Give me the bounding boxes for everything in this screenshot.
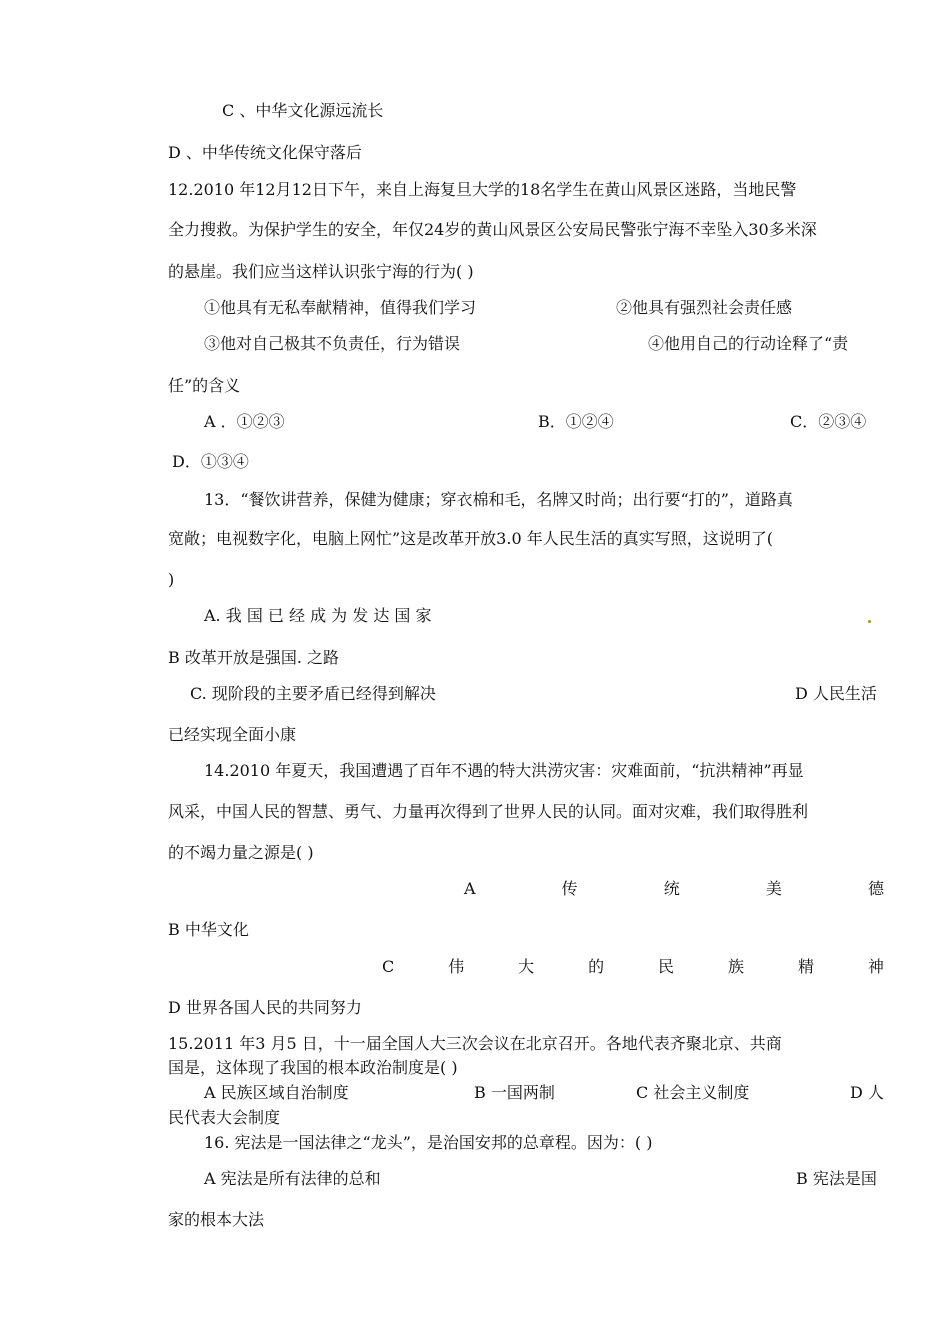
question-15-line-1: 15.2011 年3 月5 日，十一届全国人大三次会议在北京召开。各地代表齐聚北京、共商 bbox=[168, 1034, 782, 1053]
statement-3: ③他对自己极其不负责任，行为错误 bbox=[204, 334, 461, 353]
answer-15-d: D 人 bbox=[850, 1083, 884, 1102]
answer-13-b: B 改革开放是强国. 之路 bbox=[168, 648, 340, 667]
statement-1: ①他具有无私奉献精神，值得我们学习 bbox=[204, 298, 477, 317]
question-15-line-2: 国是，这体现了我国的根本政治制度是( ) bbox=[168, 1058, 458, 1077]
answer-13-c: C. 现阶段的主要矛盾已经得到解决 bbox=[190, 684, 436, 703]
stray-mark bbox=[868, 620, 871, 623]
question-16-line-1: 16. 宪法是一国法律之“龙头”，是治国安邦的总章程。因为：( ) bbox=[204, 1133, 653, 1152]
question-13-line-3: ) bbox=[168, 570, 175, 589]
answer-12-d: D．①③④ bbox=[172, 452, 249, 471]
answer-13-d-cont: 已经实现全面小康 bbox=[168, 725, 297, 744]
question-12-line-1: 12.2010 年12月12日下午，来自上海复旦大学的18名学生在黄山风景区迷路，当地民警 bbox=[168, 180, 797, 199]
answer-13-d: D 人民生活 bbox=[795, 684, 877, 703]
question-12-line-2: 全力搜救。为保护学生的安全，年仅24岁的黄山风景区公安局民警张宁海不幸坠入30多米深 bbox=[168, 220, 817, 239]
answer-15-b: B 一国两制 bbox=[474, 1083, 555, 1102]
question-13-line-2: 宽敞；电视数字化，电脑上网忙”这是改革开放3.0 年人民生活的真实写照，这说明了( bbox=[168, 529, 773, 548]
statement-4-cont: 任”的含义 bbox=[168, 376, 241, 395]
answer-16-b: B 宪法是国 bbox=[796, 1169, 877, 1188]
answer-14-d: D 世界各国人民的共同努力 bbox=[168, 998, 362, 1017]
answer-14-c: C 伟 大 的 民 族 精 神 bbox=[382, 957, 884, 976]
answer-15-d-cont: 民代表大会制度 bbox=[168, 1108, 281, 1127]
answer-16-a: A 宪法是所有法律的总和 bbox=[204, 1169, 381, 1188]
question-14-line-1: 14.2010 年夏天，我国遭遇了百年不遇的特大洪涝灾害：灾难面前，“抗洪精神”再显 bbox=[204, 761, 804, 780]
option-c-line: C 、中华文化源远流长 bbox=[222, 101, 384, 120]
answer-14-b: B 中华文化 bbox=[168, 920, 249, 939]
answer-15-a: A 民族区域自治制度 bbox=[204, 1083, 349, 1102]
question-12-line-3: 的悬崖。我们应当这样认识张宁海的行为( ) bbox=[168, 262, 474, 281]
option-d-line: D 、中华传统文化保守落后 bbox=[168, 143, 362, 162]
answer-14-a: A 传 统 美 德 bbox=[464, 879, 884, 898]
answer-12-c: C．②③④ bbox=[790, 412, 867, 431]
answer-13-a: A. 我 国 已 经 成 为 发 达 国 家 bbox=[204, 606, 432, 625]
statement-2: ②他具有强烈社会责任感 bbox=[616, 298, 793, 317]
answer-12-a: A ．①②③ bbox=[204, 412, 285, 431]
answer-16-b-cont: 家的根本大法 bbox=[168, 1210, 265, 1229]
answer-15-c: C 社会主义制度 bbox=[636, 1083, 750, 1102]
question-14-line-3: 的不竭力量之源是( ) bbox=[168, 843, 314, 862]
statement-4: ④他用自己的行动诠释了“责 bbox=[648, 334, 849, 353]
question-13-line-1: 13．“餐饮讲营养，保健为健康；穿衣棉和毛，名牌又时尚；出行要“打的”，道路真 bbox=[204, 490, 793, 509]
question-14-line-2: 风采，中国人民的智慧、勇气、力量再次得到了世界人民的认同。面对灾难，我们取得胜利 bbox=[168, 802, 809, 821]
answer-12-b: B．①②④ bbox=[538, 412, 614, 431]
